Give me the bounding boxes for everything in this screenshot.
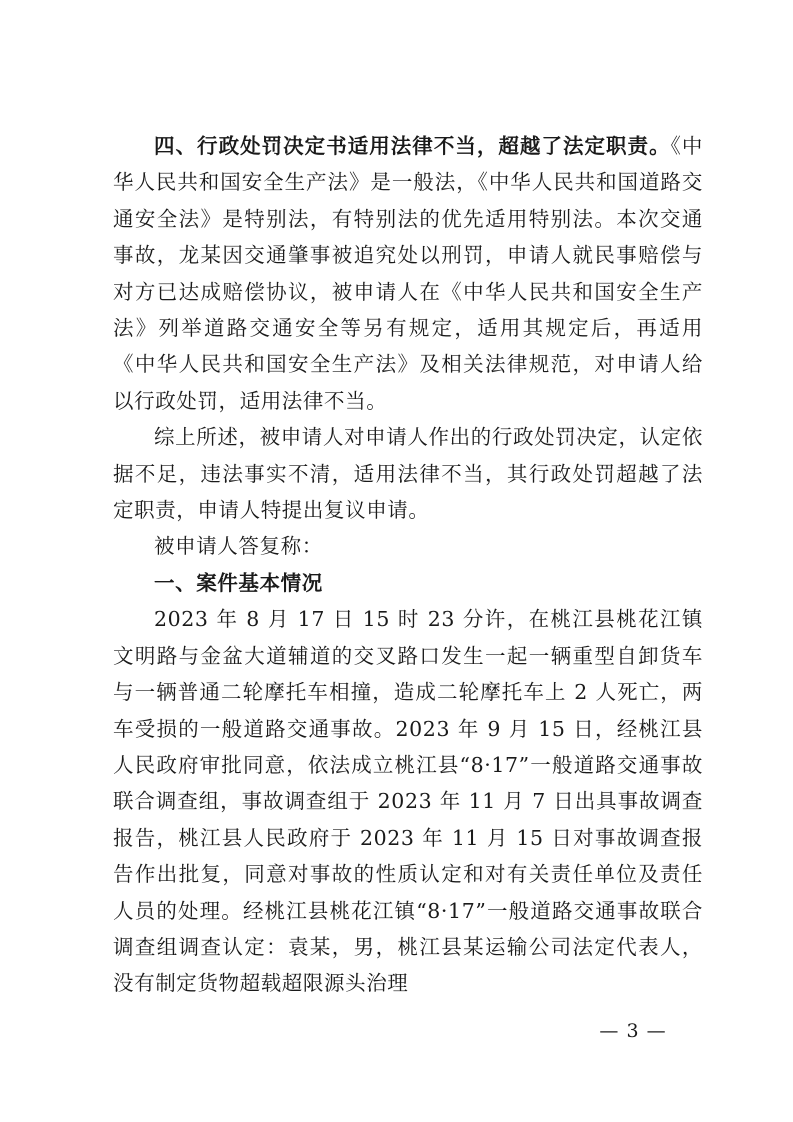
paragraph-respondent-reply xyxy=(113,528,703,564)
paragraph-text: 综上所述，被申请人对申请人作出的行政处罚决定，认定依据不足，违法事实不清，适用法律不当，其行政处罚超越了法定职责，申请人特提出复议申请。 xyxy=(113,425,703,523)
paragraph-text: 《中华人民共和国安全生产法》是一般法，《中华人民共和国道路交通安全法》是特别法，有特别法的优先适用特别法。本次交通事故，龙某因交通肇事被追究处以刑罚，申请人就民事赔偿与对方已达成赔偿协议，被申请人在《中华人民共和国安全生产法》列举道路交通安全等另有规定，适用其规定后，再适用《中华人民共和国安全生产法》及相关法律规范，对申请人给以行政处罚，适用法律不当。 xyxy=(113,134,704,413)
paragraph-summary xyxy=(113,419,703,528)
section-one-heading-line xyxy=(113,565,703,601)
paragraph-case-facts xyxy=(113,601,703,1001)
section-one-heading: 一、案件基本情况 xyxy=(154,570,323,595)
paragraph-text: 2023 年 8 月 17 日 15 时 23 分许，在桃江县桃花江镇文明路与金盆大道辅道的交叉路口发生一起一辆重型自卸货车与一辆普通二轮摩托车相撞，造成二轮摩托车上 2 人死亡，两车受损的一般道路交通事故。2023 年 9 月 15 日，经桃江县人民政府审批同意，依法成立桃江县“8·17”一般道路交通事故联合调查组，事故调查组于 2023 年 11 月 7 日出具事故调查报告，桃江县人民政府于 2023 年 11 月 15 日对事故调查报告作出批复，同意对事故的性质认定和对有关责任单位及责任人员的处理。经桃江县桃花江镇“8·17”一般道路交通事故联合调查组调查认定：袁某，男，桃江县某运输公司法定代表人，没有制定货物超载超限源头治理 xyxy=(113,607,703,996)
paragraph-section-four xyxy=(113,128,703,419)
section-four-heading: 四、行政处罚决定书适用法律不当，超越了法定职责。 xyxy=(154,134,671,158)
page-number: — 3 — xyxy=(599,1020,667,1042)
paragraph-text: 被申请人答复称： xyxy=(154,534,323,559)
body-text xyxy=(113,128,703,1002)
